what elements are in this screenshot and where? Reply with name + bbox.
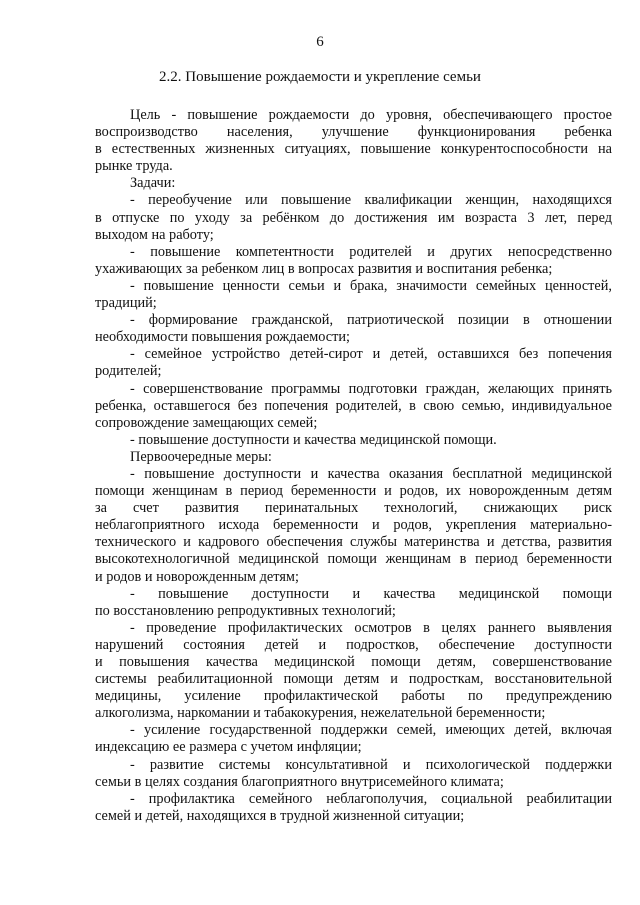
text-line: рынке труда. [95,158,173,175]
section-heading: 2.2. Повышение рождаемости и укрепление семьи [159,69,481,85]
text-line: - переобучение или повышение квалификации женщин, находящихся [130,192,612,209]
text-line: - усиление государственной поддержки семей, имеющих детей, включая [130,722,612,739]
text-line: традиций; [95,295,157,312]
text-line: семьи в целях создания благоприятного внутрисемейного климата; [95,773,504,790]
text-line: в отпуске по уходу за ребёнком до достижения им возраста 3 лет, перед [95,209,612,226]
text-line: ухаживающих за ребенком лиц в вопросах развития и воспитания ребенка; [95,260,553,277]
text-line: - повышение доступности и качества медицинской помощи. [130,431,497,448]
text-line: воспроизводство населения, улучшение функционирования ребенка [95,124,612,141]
text-line: нарушений состояния детей и подростков, обеспечение доступности [95,636,612,653]
text-line: неблагоприятного исхода беременности и родов, укрепления материально- [95,517,612,534]
text-line: индексацию ее размера с учетом инфляции; [95,739,362,756]
text-line: и повышения качества медицинской помощи детям, совершенствование [95,654,612,670]
text-line: - совершенствование программы подготовки граждан, желающих принять [130,380,612,397]
text-line: Задачи: [130,175,176,192]
text-line: и родов и новорожденным детям; [95,568,299,585]
text-line: - профилактика семейного неблагополучия, социальной реабилитации [130,790,612,807]
text-line: системы реабилитационной помощи детям и подросткам, восстановительной [95,671,612,688]
body-text [95,107,612,825]
text-line: - развитие системы консультативной и психологической поддержки [130,756,612,773]
text-line: высокотехнологичной медицинской помощи женщинам в период беременности [95,551,612,568]
text-line: медицины, усиление профилактической работы по предупреждению [95,688,612,705]
text-line: Первоочередные меры: [130,448,272,465]
text-line: технического и кадрового обеспечения службы материнства и детства, развития [95,534,612,551]
text-line: - повышение ценности семьи и брака, значимости семейных ценностей, [130,277,612,294]
text-line: помощи женщинам в период беременности и родов, их новорожденным детям [95,483,612,500]
text-line: семей и детей, находящихся в трудной жизненной ситуации; [95,807,465,824]
text-line: в естественных жизненных ситуациях, повышение конкурентоспособности на [95,141,612,158]
text-line: по восстановлению репродуктивных технологий; [95,602,396,619]
text-line: - повышение компетентности родителей и других непосредственно [130,243,612,260]
text-line: Цель - повышение рождаемости до уровня, обеспечивающего простое [130,107,612,123]
text-line: родителей; [95,363,162,380]
text-line: необходимости повышения рождаемости; [95,329,351,346]
text-line: - повышение доступности и качества медицинской помощи [130,585,612,602]
text-line: - формирование гражданской, патриотической позиции в отношении [130,312,612,329]
text-line: - семейное устройство детей-сирот и детей, оставшихся без попечения [130,346,612,363]
page-number: 6 [316,34,324,50]
text-line: - повышение доступности и качества оказания бесплатной медицинской [130,465,612,482]
text-line: выходом на работу; [95,226,214,243]
text-line: - проведение профилактических осмотров в целях раннего выявления [130,619,612,636]
text-line: сопровождение замещающих семей; [95,414,318,431]
text-line: за счет развития перинатальных технологий, снижающих риск [95,500,612,517]
text-line: алкоголизма, наркомании и табакокурения, нежелательной беременности; [95,705,546,722]
text-line: ребенка, оставшегося без попечения родителей, в свою семью, индивидуальное [95,397,612,414]
